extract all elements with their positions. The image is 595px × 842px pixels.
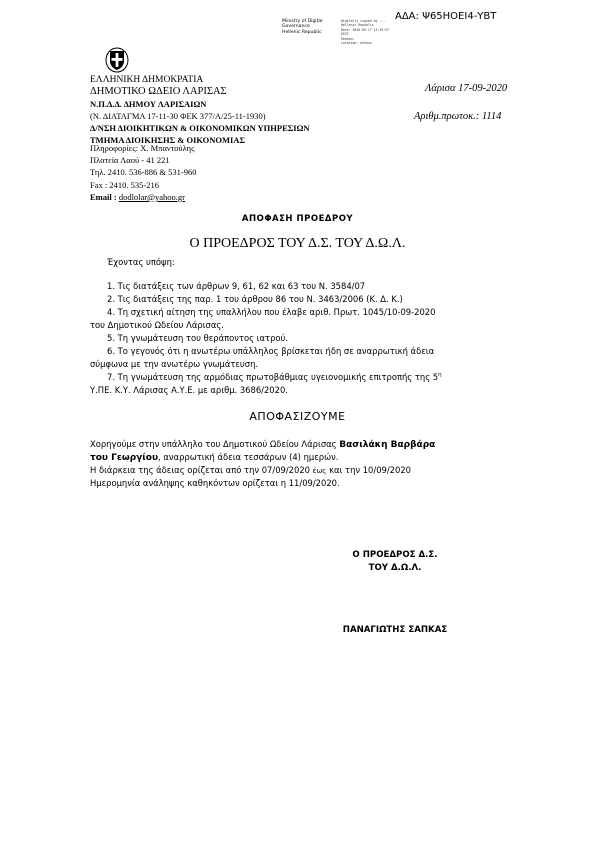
decree-line: (Ν. ΔΙΑΤΑΓΜΑ 17-11-30 ΦΕΚ 377/Α/25-11-1930) (90, 111, 266, 121)
consideration-item: Υ.ΠΕ. Κ.Υ. Λάρισας Α.Υ.Ε. με αριθμ. 3686/2020. (90, 385, 288, 395)
decision-line-4: Ημερομηνία ανάληψης καθηκόντων ορίζεται η 11/09/2020. (90, 478, 340, 488)
decision-line-3 (90, 465, 411, 475)
signature-detail: Date: 2020.09.17 13:15:37 (341, 27, 389, 32)
contact-phone: Τηλ. 2410. 536-886 & 531-960 (90, 167, 197, 178)
decision-until: έως (312, 467, 327, 475)
decision-text: Η διάρκεια της άδειας ορίζεται από την 07/09/2020 (90, 465, 313, 475)
contact-email-row (90, 191, 196, 203)
digital-signature-issuer (282, 19, 322, 35)
having-considered: Έχοντας υπόψη: (107, 257, 175, 267)
email-link[interactable]: dodlolar@yahoo.gr (118, 191, 185, 202)
greek-emblem-icon (105, 47, 129, 73)
decision-line-2 (90, 452, 338, 463)
consideration-item: 1. Τις διατάξεις των άρθρων 9, 61, 62 και 63 του Ν. 3584/07 (107, 281, 366, 291)
we-decide-heading: ΑΠΟΦΑΣΙΖΟΥΜΕ (249, 410, 346, 423)
employee-father-name: του Γεωργίου (90, 453, 159, 463)
consideration-item: του Δημοτικού Ωδείου Λάρισας. (90, 320, 224, 330)
protocol-number: Αριθμ.πρωτοκ.: 1114 (414, 111, 502, 122)
digital-signature-details (341, 19, 389, 45)
signature-detail: Location: Athens (341, 41, 372, 46)
signature-detail: EEST (341, 32, 349, 37)
consideration-item: σύμφωνα με την ανωτέρω γνωμάτευση. (90, 359, 259, 369)
signature-detail: Hellenic Republic (341, 23, 374, 28)
email-label: Email : (90, 191, 117, 202)
contact-address: Πλατεία Λαού - 41 221 (90, 155, 170, 166)
signature-detail: Digitally signed by ... (341, 19, 386, 23)
directorate-line: Δ/ΝΣΗ ΔΙΟΙΚΗΤΙΚΩΝ & ΟΙΚΟΝΟΜΙΚΩΝ ΥΠΗΡΕΣΙΩΝ (90, 123, 310, 133)
ada-code: ΑΔΑ: Ψ65ΗΟΕΙ4-ΥΒΤ (395, 11, 497, 22)
contact-info (90, 142, 196, 203)
signature-line: Ministry of Digital (282, 19, 323, 24)
signer-title-2: ΤΟΥ Δ.Ω.Λ. (368, 563, 422, 573)
signature-detail: Reason: (341, 36, 355, 41)
decision-text: , αναρρωτική άδεια τεσσάρων (4) ημερών. (158, 452, 339, 462)
npdd-line: Ν.Π.Δ.Δ. ΔΗΜΟΥ ΛΑΡΙΣΑΙΩΝ (90, 99, 207, 109)
organization-name: ΔΗΜΟΤΙΚΟ ΩΔΕΙΟ ΛΑΡΙΣΑΣ (90, 86, 227, 97)
consideration-item: 4. Τη σχετική αίτηση της υπαλλήλου που έλαβε αριθ. Πρωτ. 1045/10-09-2020 (107, 307, 436, 317)
letterhead (90, 74, 310, 146)
employee-name: Βασιλάκη Βαρβάρα (339, 440, 436, 450)
consideration-item: 6. Το γεγονός ότι η ανωτέρω υπάλληλος βρίσκεται ήδη σε αναρρωτική άδεια (107, 346, 435, 356)
ordinal-superscript: η (438, 372, 442, 379)
signer-title-1: Ο ΠΡΟΕΔΡΟΣ Δ.Σ. (352, 550, 438, 560)
consideration-item: 2. Τις διατάξεις της παρ. 1 του άρθρου 86 του Ν. 3463/2006 (Κ. Δ. Κ.) (107, 294, 403, 304)
decision-line-1 (90, 439, 435, 450)
place-date: Λάρισα 17-09-2020 (425, 83, 508, 94)
decision-text: Χορηγούμε στην υπάλληλο του Δημοτικού Ωδείου Λάρισας (90, 439, 340, 449)
signature-line: Hellenic Republic (282, 29, 322, 35)
consideration-text: 7. Τη γνωμάτευση της αρμόδιας πρωτοβάθμιας υγειονομικής επιτροπής της 5 (107, 372, 439, 382)
decision-text: και την 10/09/2020 (326, 465, 411, 475)
signature-line: Governance (282, 24, 310, 30)
consideration-item (107, 372, 442, 382)
contact-person: Πληροφορίες: Χ. Μπαντούλης (90, 143, 195, 153)
department-line: ΤΜΗΜΑ ΔΙΟΙΚΗΣΗΣ & ΟΙΚΟΝΟΜΙΑΣ (90, 135, 246, 145)
signer-name: ΠΑΝΑΓΙΩΤΗΣ ΣΑΠΚΑΣ (342, 625, 448, 635)
contact-fax: Fax : 2410. 535-216 (90, 179, 159, 190)
country-name: ΕΛΛΗΝΙΚΗ ΔΗΜΟΚΡΑΤΙΑ (90, 75, 204, 85)
consideration-item: 5. Τη γνωμάτευση του θεράποντος ιατρού. (107, 333, 289, 343)
president-title: Ο ΠΡΟΕΔΡΟΣ ΤΟΥ Δ.Σ. ΤΟΥ Δ.Ω.Λ. (189, 236, 406, 251)
decision-title: ΑΠΟΦΑΣΗ ΠΡΟΕΔΡΟΥ (241, 214, 354, 224)
